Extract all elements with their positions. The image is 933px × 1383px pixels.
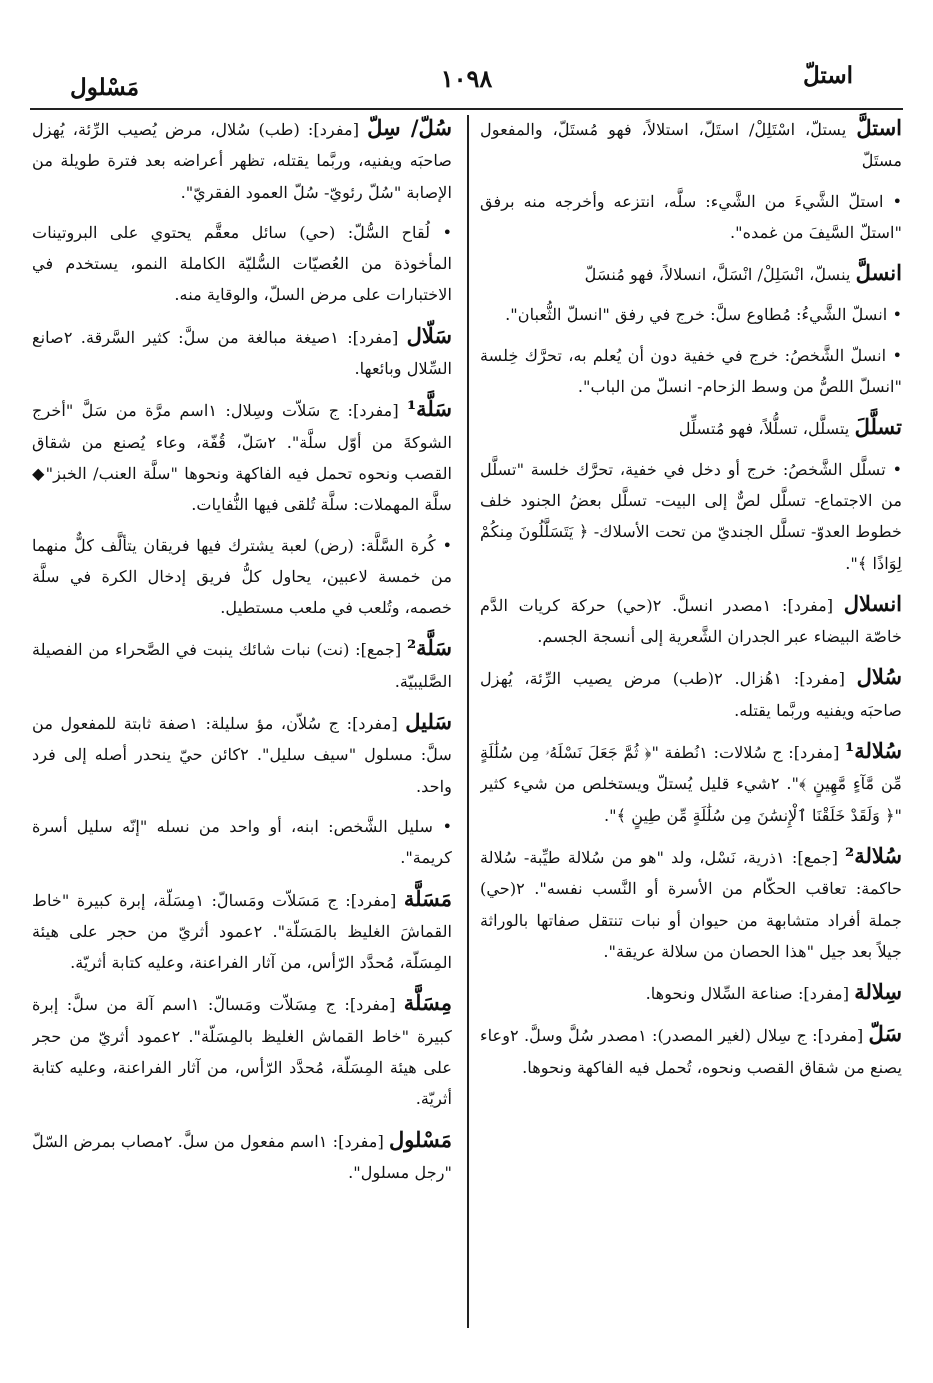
header-guide-word-left: مَسْلول [70, 74, 140, 101]
definition-text: يستلّ، اسْتَلِلْ/ استَلّ، استلالاً، فهو مُستَلّ، والمفعول مستَلّ [480, 120, 902, 171]
definition-text: • تسلَّل الشَّخصُ: خرج أو دخل في خفية، تحرَّك خلسة "تسلَّل من الاجتماع- تسلَّل لصٌّ إلى البيت- تسلَّل بعضُ الجنود خلف خطوط العدوّ- تسلَّل الجنديّ من تحت الأسلاك- ﴿ يَتَسَلَّلُونَ مِنكُمْ لِوَاذًا ﴾". [480, 459, 902, 573]
dictionary-entry [480, 186, 902, 249]
definition-text: [مفرد]: (طب) سُلال، مرض يُصيب الرِّئة، يُهزل صاحبَه ويفنيه، وربَّما يقتله، تظهر أعراضه بعد فترة طويلة من الإصابة "سُلّ رئويّ- سُلّ العمود الفقريّ". [32, 120, 452, 202]
headword: سَلَّة² [406, 635, 452, 661]
dictionary-entry [32, 632, 452, 697]
dictionary-entry [32, 320, 452, 385]
definition-text: • انسلّ الشَّخصُ: خرج في خفية دون أن يُعلم به، تحرَّك خِلسة "انسلّ اللصُّ من وسط الزحام- انسلّ من الباب". [480, 345, 902, 397]
definition-text: • انسلّ الشَّيءُ: مُطاوع سلَّ: خرج في رفق "انسلّ الثُّعبان". [505, 305, 902, 325]
header-guide-word-right: استلّ [802, 62, 853, 89]
definition-text: [مفرد]: ١اسم مفعول من سلَّ. ٢مصاب بمرض السّلّ "رجل مسلول". [32, 1131, 452, 1182]
definition-text: [مفرد]: ج سُلاّن، مؤ سليلة: ١صفة ثابتة للمفعول من سلَّ: مسلول "سيف سليل". ٢كائن حيّ ينحدر أصله إلى فرد واحد. [32, 714, 452, 796]
headword: سُلالة¹ [845, 738, 902, 764]
definition-text: [مفرد]: ج سِلال (لغير المصدر): ١مصدر سُلَّ وسلَّ. ٢وعاء يصنع من شقاق القصب ونحوه، تُحمل فيه الفاكهة ونحوها. [480, 1026, 902, 1077]
headword: سَليل [405, 709, 452, 735]
left-column [32, 112, 452, 1332]
dictionary-entry [480, 588, 902, 653]
headword: مَسَلَّة [403, 885, 452, 911]
dictionary-entry [32, 393, 452, 520]
headword: سَلّ [868, 1021, 902, 1047]
dictionary-entry [32, 112, 452, 208]
headword: سُلّ/ سِلّ [367, 115, 452, 140]
definition-text: [جمع]: ١ذرية، نَسْل، ولد "هو من سُلالة طيِّبة- سُلالة حاكمة: تعاقب الحكّام من الأسرة أو النَّسب نفسه". ٢(حي) جملة أفراد متشابهة من حيوان أو نبات تنتقل صفاتها بالوراثة جيلاً بعد جيل "هذا الحصان من سلالة عريقة". [480, 847, 902, 961]
dictionary-entry [32, 883, 452, 979]
headword: سُلال [856, 664, 902, 690]
dictionary-entry [32, 811, 452, 874]
dictionary-entry [32, 217, 452, 311]
headword: تسلَّلَ [854, 414, 902, 440]
column-divider [467, 115, 469, 1328]
definition-text: يتسلَّل، تسلُّلاً، فهو مُتسلِّل [678, 419, 850, 439]
dictionary-entry [480, 299, 902, 330]
headword: سَلّال [406, 322, 452, 348]
dictionary-entry [480, 340, 902, 403]
dictionary-entry [32, 1124, 452, 1189]
definition-text: • سليل الشَّخص: ابنه، أو واحد من نسله "إنّه سليل أسرة كريمة". [32, 816, 452, 868]
dictionary-entry [480, 1018, 902, 1083]
dictionary-entry [480, 454, 902, 579]
headword: مِسَلَّة [403, 990, 452, 1016]
headword: مَسْلول [388, 1126, 452, 1152]
definition-text: • لُقاح السُّلّ: (حي) سائل معقَّم يحتوي على البروتينات المأخوذة من العُصيّات السُّليّة الكاملة النمو، يستخدم في الاختبارات على مرض السلّ، والوقاية منه. [32, 222, 452, 305]
definition-text: [مفرد]: صناعة السِّلال ونحوها. [645, 984, 850, 1004]
dictionary-entry [480, 112, 902, 177]
definition-text: [مفرد]: ١مصدر انسلَّ. ٢(حي) حركة كريات الدَّم خاصّة البيضاء عبر الجدران الشَّعرية إلى أنسجة الجسم. [480, 595, 902, 647]
definition-text: [مفرد]: ج سَلاّت وسِلال: ١اسم مرَّة من سَلَّ "أخرج الشوكةَ من أوّل سلَّة". ٢سَلّ، قُفّة، وعاء يُصنع من شقاق القصب ونحوه تحمل فيه الفاكهة ونحوها "سلَّة العنب/ الخبز"◆ سلَّة المهملات: سلَّة تُلقى فيها النُّفايات. [32, 401, 452, 515]
dictionary-entry [480, 411, 902, 444]
headword: سِلالة [854, 979, 902, 1005]
headword: سَلَّة¹ [406, 396, 452, 422]
dictionary-entry [32, 987, 452, 1114]
header-rule [30, 108, 903, 110]
definition-text: [مفرد]: ج مَسَلاّت ومَسالّ: ١مِسَلّة، إبرة كبيرة "خاط القماشَ الغليظ بالمَسَلّة". ٢عمود أثريّ من حجر على هيئة المِسَلّة، مُحدَّد الرّأس، من آثار الفراعنة، وعليه كتابة أثريّة. [32, 890, 452, 973]
headword: سُلالة² [845, 842, 902, 868]
dictionary-entry [32, 530, 452, 624]
headword: انسلَّ [855, 260, 902, 286]
dictionary-entry [480, 735, 902, 831]
definition-text: ينسلّ، انْسَلِلْ/ انْسَلَّ، انسلالاً، فهو مُنسَلّ [584, 265, 851, 285]
definition-text: [مفرد]: ١صيغة مبالغة من سلَّ: كثير السَّرقة. ٢صانع السِّلال وبائعها. [32, 327, 452, 379]
dictionary-entry [480, 257, 902, 290]
dictionary-entry [32, 706, 452, 802]
definition-text: • كُرة السَّلَّة: (رض) لعبة يشترك فيها فريقان يتألَّف كلٌّ منهما من خمسة لاعبين، يحاول كلُّ فريق إدخال الكرة في سلَّة خصمه، وتُلعب في ملعب مستطيل. [32, 535, 452, 618]
definition-text: • استلّ الشَّيءَ من الشَّيء: سلَّه، انتزعه وأخرجه منه برفق "استلّ السَّيفَ من غمده". [480, 191, 902, 242]
headword: انسلال [843, 590, 902, 616]
dictionary-entry [480, 976, 902, 1009]
definition-text: [مفرد]: ج مِسَلاّت ومَسالّ: ١اسم آلة من سلَّ: إبرة كبيرة "خاط القماش الغليظ بالمِسَلّة". ٢عمود أثريّ من حجر على هيئة المِسَلّة، مُحدَّد الرّأس، من آثار الفراعنة، وعليه كتابة أثريّة. [32, 995, 452, 1109]
definition-text: [مفرد]: ١هُزال. ٢(طب) مرض يصيب الرِّئة، يُهزل صاحبَه ويفنيه وربَّما يقتله. [480, 669, 902, 720]
headword: استلَّ [856, 115, 902, 140]
page-number: ١٠٩٨ [440, 64, 493, 93]
page-header [30, 52, 903, 102]
dictionary-entry [480, 840, 902, 967]
definition-text: [مفرد]: ج سُلالات: ١نُطفة "﴿ ثُمَّ جَعَلَ نَسْلَهُۥ مِن سُلَٰلَةٍ مِّن مَّآءٍ مَّهِينٍ ﴾". ٢شيء قليل يُستلّ ويستخلص من شيء كثير "﴿ وَلَقَدْ خَلَقْنَا ٱلْإِنسَٰنَ مِن سُلَٰلَةٍ مِّن طِينٍ ﴾". [480, 743, 902, 825]
definition-text: [جمع]: (نت) نبات شائك ينبت في الصَّحراء من الفصيلة الصَّليبيّة. [32, 640, 452, 691]
right-column [480, 112, 902, 1332]
dictionary-entry [480, 661, 902, 726]
